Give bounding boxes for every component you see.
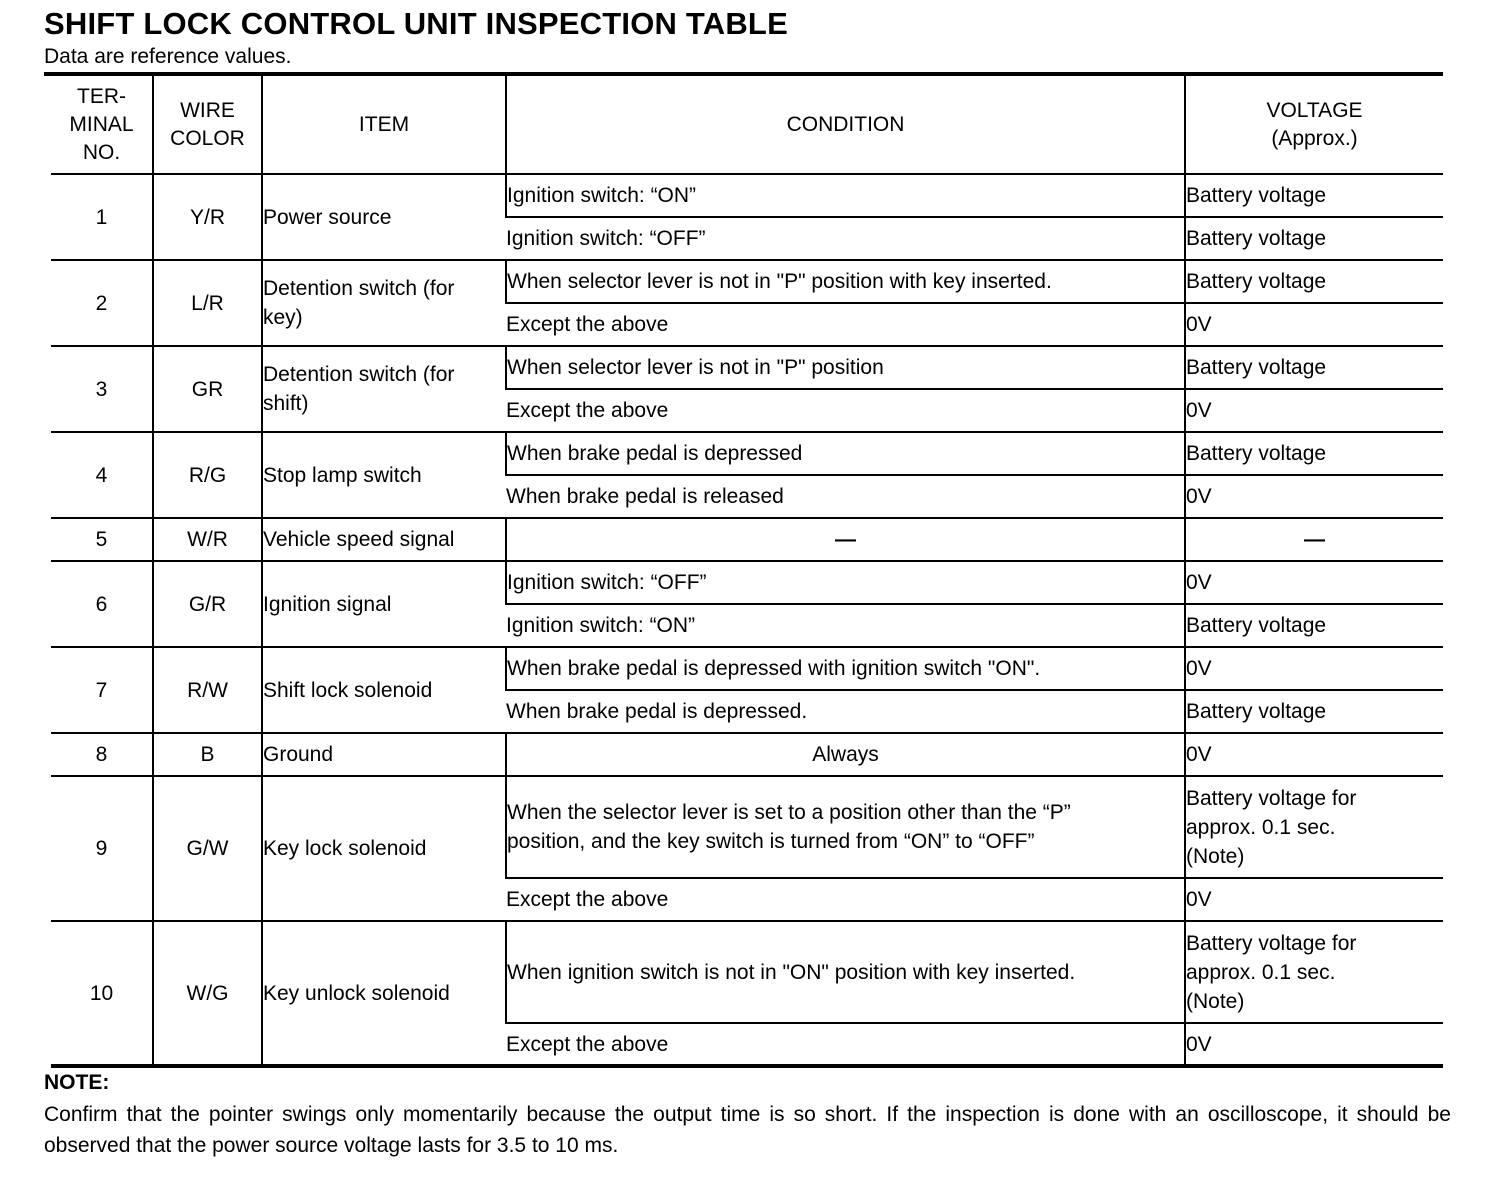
item-cell: Ground — [262, 733, 506, 776]
item-cell: Power source — [262, 174, 506, 260]
item-cell: Stop lamp switch — [262, 432, 506, 518]
table-row — [51, 346, 1443, 389]
header-item: ITEM — [262, 76, 506, 174]
wire-color-cell: G/R — [153, 561, 262, 647]
voltage-cell: Battery voltage for approx. 0.1 sec. (Note) — [1185, 776, 1443, 878]
table-row — [51, 921, 1443, 1023]
voltage-cell: Battery voltage for approx. 0.1 sec. (Note) — [1185, 921, 1443, 1023]
voltage-cell: 0V — [1185, 561, 1443, 604]
terminal-cell: 8 — [51, 733, 153, 776]
item-cell: Key lock solenoid — [262, 776, 506, 921]
wire-color-cell: B — [153, 733, 262, 776]
voltage-cell: 0V — [1185, 733, 1443, 776]
wire-color-cell: R/G — [153, 432, 262, 518]
condition-cell: When selector lever is not in "P" position with key inserted. — [506, 260, 1185, 303]
condition-cell: Ignition switch: “OFF” — [506, 217, 1185, 260]
note-heading: NOTE: — [44, 1071, 110, 1094]
voltage-cell: 0V — [1185, 878, 1443, 921]
voltage-cell: 0V — [1185, 475, 1443, 518]
table-body — [51, 174, 1443, 1066]
wire-color-cell: W/G — [153, 921, 262, 1066]
condition-cell: Ignition switch: “OFF” — [506, 561, 1185, 604]
inspection-table — [51, 76, 1443, 1068]
voltage-cell: Battery voltage — [1185, 217, 1443, 260]
voltage-cell: — — [1185, 518, 1443, 561]
table-row — [51, 561, 1443, 604]
header-wire-color: WIRE COLOR — [153, 76, 262, 174]
terminal-cell: 4 — [51, 432, 153, 518]
item-cell: Detention switch (for key) — [262, 260, 506, 346]
terminal-cell: 6 — [51, 561, 153, 647]
condition-cell: When ignition switch is not in "ON" position with key inserted. — [506, 921, 1185, 1023]
condition-cell: When the selector lever is set to a position other than the “P” position, and the key switch is turned from “ON” to “OFF” — [506, 776, 1185, 878]
header-voltage: VOLTAGE (Approx.) — [1185, 76, 1443, 174]
item-cell: Vehicle speed signal — [262, 518, 506, 561]
wire-color-cell: W/R — [153, 518, 262, 561]
voltage-cell: Battery voltage — [1185, 432, 1443, 475]
terminal-cell: 9 — [51, 776, 153, 921]
table-row — [51, 518, 1443, 561]
voltage-cell: Battery voltage — [1185, 604, 1443, 647]
table-row — [51, 647, 1443, 690]
terminal-cell: 7 — [51, 647, 153, 733]
condition-cell: Except the above — [506, 303, 1185, 346]
item-cell: Key unlock solenoid — [262, 921, 506, 1066]
header-terminal: TER- MINAL NO. — [51, 76, 153, 174]
voltage-cell: Battery voltage — [1185, 174, 1443, 217]
wire-color-cell: G/W — [153, 776, 262, 921]
terminal-cell: 1 — [51, 174, 153, 260]
item-cell: Ignition signal — [262, 561, 506, 647]
wire-color-cell: L/R — [153, 260, 262, 346]
header-condition: CONDITION — [506, 76, 1185, 174]
table-row — [51, 432, 1443, 475]
page-title: SHIFT LOCK CONTROL UNIT INSPECTION TABLE — [44, 6, 788, 41]
table-row — [51, 776, 1443, 878]
voltage-cell: Battery voltage — [1185, 690, 1443, 733]
terminal-cell: 2 — [51, 260, 153, 346]
terminal-cell: 3 — [51, 346, 153, 432]
condition-cell: When selector lever is not in "P" position — [506, 346, 1185, 389]
condition-cell: When brake pedal is depressed. — [506, 690, 1185, 733]
page-subtitle: Data are reference values. — [44, 45, 292, 68]
condition-cell: Always — [506, 733, 1185, 776]
condition-cell: When brake pedal is released — [506, 475, 1185, 518]
condition-cell: — — [506, 518, 1185, 561]
header-row — [51, 76, 1443, 174]
condition-cell: When brake pedal is depressed with ignition switch "ON". — [506, 647, 1185, 690]
note-text: Confirm that the pointer swings only momentarily because the output time is so short. If the inspection is done with an oscilloscope, it should be observed that the power source voltage lasts for 3.5 to 10 ms. — [44, 1103, 1451, 1157]
wire-color-cell: GR — [153, 346, 262, 432]
voltage-cell: Battery voltage — [1185, 260, 1443, 303]
terminal-cell: 10 — [51, 921, 153, 1066]
condition-cell: Except the above — [506, 389, 1185, 432]
condition-cell: Except the above — [506, 1023, 1185, 1066]
item-cell: Detention switch (for shift) — [262, 346, 506, 432]
condition-cell: When brake pedal is depressed — [506, 432, 1185, 475]
condition-cell: Except the above — [506, 878, 1185, 921]
voltage-cell: 0V — [1185, 389, 1443, 432]
wire-color-cell: Y/R — [153, 174, 262, 260]
voltage-cell: 0V — [1185, 647, 1443, 690]
table-row — [51, 733, 1443, 776]
table-row — [51, 174, 1443, 217]
voltage-cell: 0V — [1185, 1023, 1443, 1066]
voltage-cell: Battery voltage — [1185, 346, 1443, 389]
table-row — [51, 260, 1443, 303]
item-cell: Shift lock solenoid — [262, 647, 506, 733]
condition-cell: Ignition switch: “ON” — [506, 174, 1185, 217]
condition-cell: Ignition switch: “ON” — [506, 604, 1185, 647]
terminal-cell: 5 — [51, 518, 153, 561]
wire-color-cell: R/W — [153, 647, 262, 733]
voltage-cell: 0V — [1185, 303, 1443, 346]
